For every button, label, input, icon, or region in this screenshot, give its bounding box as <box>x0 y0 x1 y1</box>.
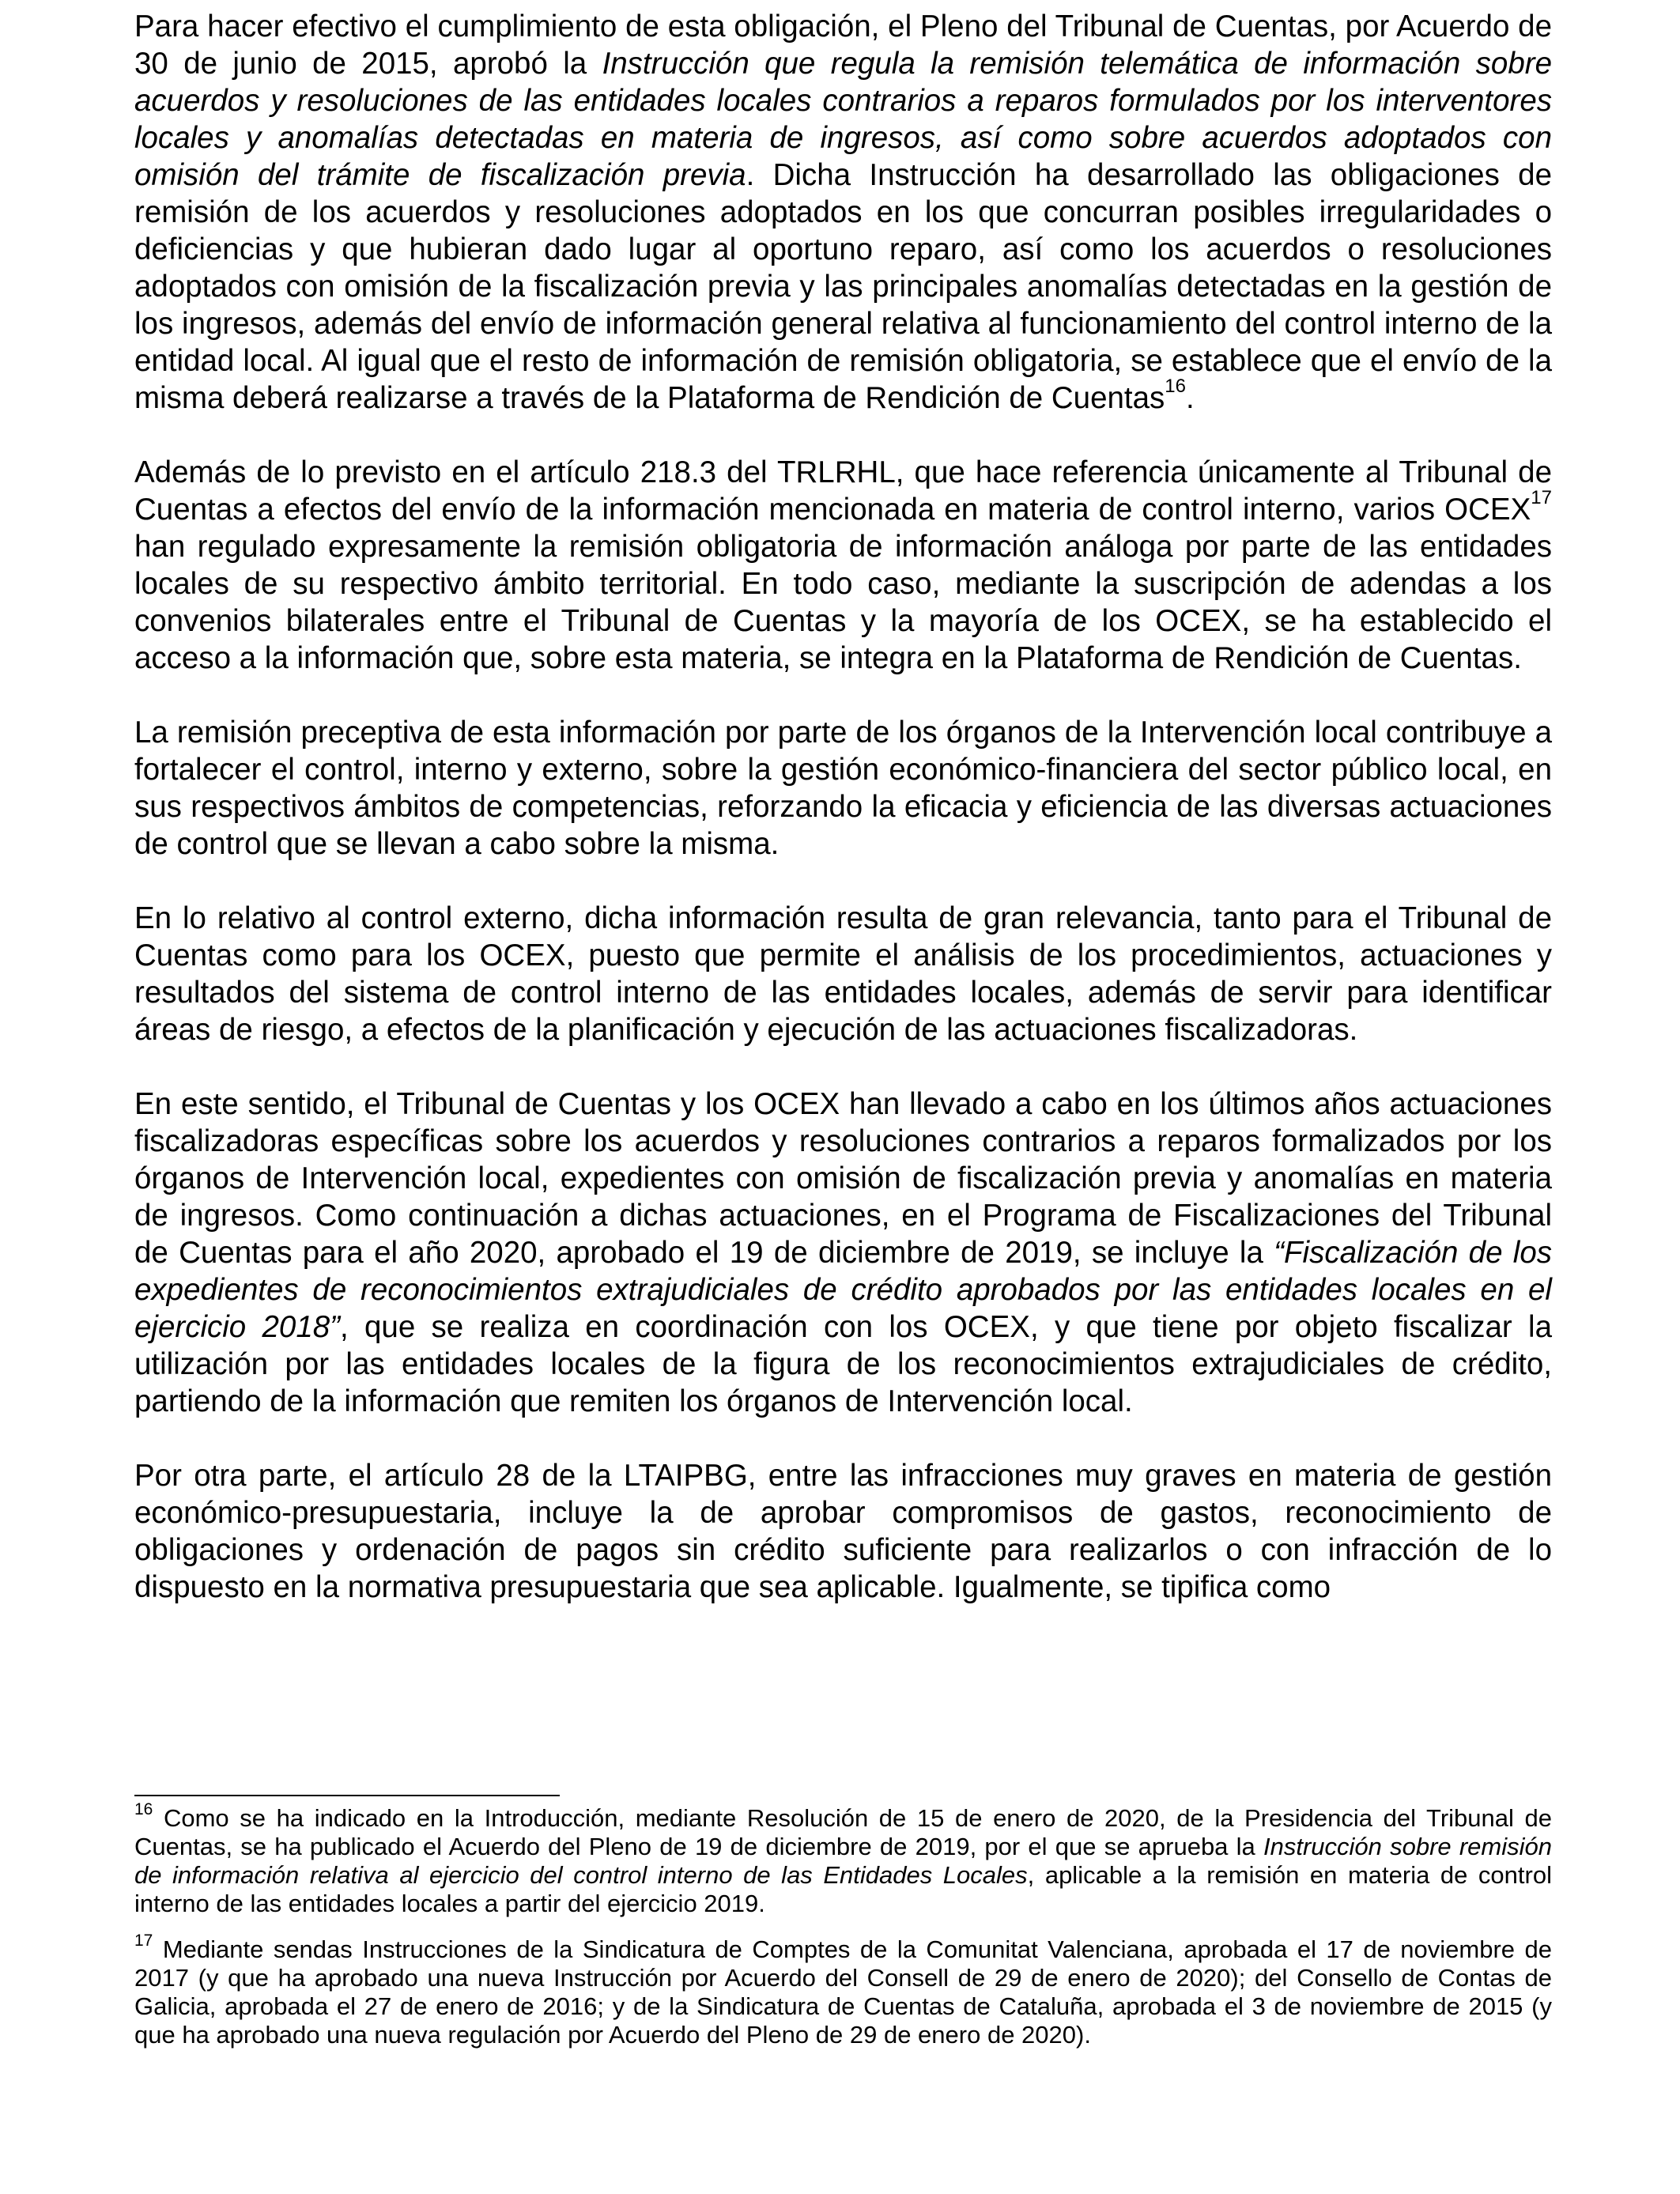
paragraph-instruccion-2015 <box>134 8 1552 417</box>
instruction-title: Instrucción que regula la remisión telemática de información sobre acuerdos y resoluciones de las entidades locales contrarios a reparos formulados por los interventores locales y anomalías detectadas en materia de ingresos, así como sobre acuerdos adoptados con omisión del trámite de fiscalización previa <box>134 47 1552 192</box>
paragraph-text: . Dicha Instrucción ha desarrollado las obligaciones de remisión de los acuerdos y resoluciones adoptados en los que concurran posibles irregularidades o deficiencias y que hubieran dado lugar al oportuno reparo, así como los acuerdos o resoluciones adoptados con omisión de la fiscalización previa y las principales anomalías detectadas en la gestión de los ingresos, además del envío de información general relativa al funcionamiento del control interno de la entidad local. Al igual que el resto de información de remisión obligatoria, se establece que el envío de la misma deberá realizarse a través de la Plataforma de Rendición de Cuentas <box>134 158 1552 415</box>
footnotes <box>134 1799 1552 2067</box>
footnote-ref-17[interactable]: 17 <box>1531 487 1552 509</box>
paragraph-text: En este sentido, el Tribunal de Cuentas y los OCEX han llevado a cabo en los últimos años actuaciones fiscalizadoras específicas sobre los acuerdos y resoluciones contrarios a reparos formalizados por los órganos de Intervención local, expedientes con omisión de fiscalización previa y anomalías en materia de ingresos. Como continuación a dichas actuaciones, en el Programa de Fiscalizaciones del Tribunal de Cuentas para el año 2020, aprobado el 19 de diciembre de 2019, se incluye la <box>134 1087 1552 1270</box>
footnote-instruction-title: Instrucción sobre remisión de información relativa al ejercicio del control interno de las Entidades Locales <box>134 1833 1552 1889</box>
paragraph-control-externo: En lo relativo al control externo, dicha información resulta de gran relevancia, tanto para el Tribunal de Cuentas como para los OCEX, puesto que permite el análisis de los procedimientos, actuaciones y resultados del sistema de control interno de las entidades locales, además de servir para identificar áreas de riesgo, a efectos de la planificación y ejecución de las actuaciones fiscalizadoras. <box>134 901 1552 1047</box>
paragraph-text: , que se realiza en coordinación con los OCEX, y que tiene por objeto fiscalizar la utilización por las entidades locales de la figura de los reconocimientos extrajudiciales de crédito, partiendo de la información que remiten los órganos de Intervención local. <box>134 1310 1552 1418</box>
paragraph-articulo-218 <box>134 454 1552 677</box>
footnote-number: 17 <box>134 1931 153 1950</box>
footnote-ref-16[interactable]: 16 <box>1165 376 1186 398</box>
paragraph-programa-fiscalizaciones <box>134 1086 1552 1420</box>
footnote-divider <box>134 1795 560 1796</box>
footnote-text: Como se ha indicado en la Introducción, mediante Resolución de 15 de enero de 2020, de la Presidencia del Tribunal de Cuentas, se ha publicado el Acuerdo del Pleno de 19 de diciembre de 2019, por el que se aprueba la <box>134 1804 1552 1860</box>
paragraph-text: Además de lo previsto en el artículo 218.3 del TRLRHL, que hace referencia únicamente al Tribunal de Cuentas a efectos del envío de la información mencionada en materia de control interno, varios OCEX <box>134 455 1552 527</box>
fiscalizacion-title: “Fiscalización de los expedientes de reconocimientos extrajudiciales de crédito aprobados por las entidades locales en el ejercicio 2018” <box>134 1236 1552 1344</box>
paragraph-text: han regulado expresamente la remisión obligatoria de información análoga por parte de las entidades locales de su respectivo ámbito territorial. En todo caso, mediante la suscripción de adendas a los convenios bilaterales entre el Tribunal de Cuentas y la mayoría de los OCEX, se ha establecido el acceso a la información que, sobre esta materia, se integra en la Plataforma de Rendición de Cuentas. <box>134 530 1552 675</box>
footnote-text: Mediante sendas Instrucciones de la Sindicatura de Comptes de la Comunitat Valenciana, aprobada el 17 de noviembre de 2017 (y que ha aprobado una nueva Instrucción por Acuerdo del Consell de 29 de enero de 2020); del Consello de Contas de Galicia, aprobada el 27 de enero de 2016; y de la Sindicatura de Cuentas de Cataluña, aprobada el 3 de noviembre de 2015 (y que ha aprobado una nueva regulación por Acuerdo del Pleno de 29 de enero de 2020). <box>134 1935 1552 2049</box>
footnote-16 <box>134 1799 1552 1918</box>
paragraph-remision-preceptiva: La remisión preceptiva de esta información por parte de los órganos de la Intervención local contribuye a fortalecer el control, interno y externo, sobre la gestión económico-financiera del sector público local, en sus respectivos ámbitos de competencias, reforzando la eficacia y eficiencia de las diversas actuaciones de control que se llevan a cabo sobre la misma. <box>134 716 1552 861</box>
footnote-text: , aplicable a la remisión en materia de control interno de las entidades locales a partir del ejercicio 2019. <box>134 1861 1552 1917</box>
footnote-number: 16 <box>134 1799 153 1818</box>
document-body <box>134 8 1552 1606</box>
paragraph-ltaipbg: Por otra parte, el artículo 28 de la LTAIPBG, entre las infracciones muy graves en materia de gestión económico-presupuestaria, incluye la de aprobar compromisos de gastos, reconocimiento de obligaciones y ordenación de pagos sin crédito suficiente para realizarlos o con infracción de lo dispuesto en la normativa presupuestaria que sea aplicable. Igualmente, se tipifica como <box>134 1459 1552 1604</box>
paragraph-text: . <box>1185 381 1195 415</box>
footnote-17 <box>134 1931 1552 2049</box>
paragraph-text: Para hacer efectivo el cumplimiento de esta obligación, el Pleno del Tribunal de Cuentas, por Acuerdo de 30 de junio de 2015, aprobó la <box>134 9 1552 81</box>
